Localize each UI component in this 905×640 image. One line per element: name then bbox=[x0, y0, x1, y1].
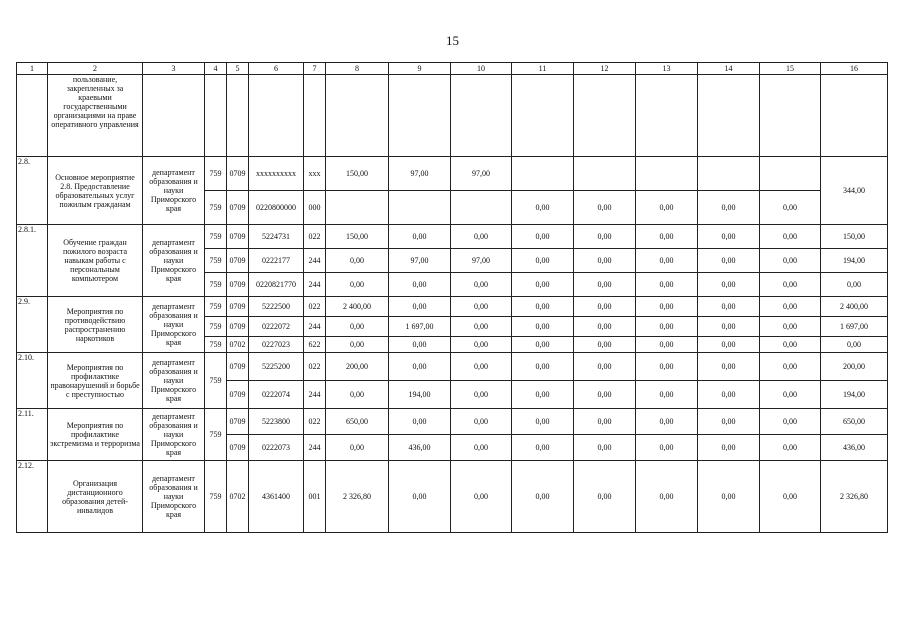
responsible-org: департамент образования и науки Приморского края bbox=[143, 409, 205, 461]
table-row: 759 0702 0227023 622 0,00 0,00 0,00 0,00 0,00 0,00 0,00 0,00 0,00 bbox=[17, 337, 888, 353]
table-row bbox=[17, 75, 888, 157]
column-header: 1 bbox=[17, 63, 48, 75]
header-row bbox=[17, 63, 888, 75]
column-header: 13 bbox=[636, 63, 698, 75]
column-header: 10 bbox=[451, 63, 512, 75]
column-header: 5 bbox=[227, 63, 249, 75]
item-number: 2.10. bbox=[17, 353, 48, 409]
table-row: 759 0709 0220800000 000 0,00 0,00 0,00 0,00 0,00 bbox=[17, 191, 888, 225]
table-row: 759 0709 0222177 244 0,00 97,00 97,00 0,00 0,00 0,00 0,00 0,00 194,00 bbox=[17, 249, 888, 273]
item-name: Обучение граждан пожилого возраста навыкам работы с персональным компьютером bbox=[48, 225, 143, 297]
item-name: Мероприятия по противодействию распространению наркотиков bbox=[48, 297, 143, 353]
item-name: Основное мероприятие 2.8. Предоставление образовательных услуг пожилым гражданам bbox=[48, 157, 143, 225]
table-row: 2.9. Мероприятия по противодействию распространению наркотиков департамент образования и науки Приморского края 759 0709 5222500 022 2 400,00 0,00 0,00 0,00 0,00 0,00 0,00 0,00 2 400,00 bbox=[17, 297, 888, 317]
item-name: Мероприятия по профилактике экстремизма и терроризма bbox=[48, 409, 143, 461]
table-row: 2.8. Основное мероприятие 2.8. Предоставление образовательных услуг пожилым гражданам департамент образования и науки Приморского края 759 0709 xxxxxxxxxx xxx 150,00 97,00 97,00 344,00 bbox=[17, 157, 888, 191]
column-header: 3 bbox=[143, 63, 205, 75]
table-row: 2.12. Организация дистанционного образования детей-инвалидов департамент образования и науки Приморского края 759 0702 4361400 001 2 326,80 0,00 0,00 0,00 0,00 0,00 0,00 0,00 2 326,80 bbox=[17, 461, 888, 533]
column-header: 15 bbox=[760, 63, 821, 75]
responsible-org: департамент образования и науки Приморского края bbox=[143, 461, 205, 533]
table-row: 0709 0222074 244 0,00 194,00 0,00 0,00 0,00 0,00 0,00 0,00 194,00 bbox=[17, 381, 888, 409]
column-header: 16 bbox=[821, 63, 888, 75]
item-name: пользование, закрепленных за краевыми государственными организациями на праве оперативного управления bbox=[48, 75, 143, 157]
column-header: 2 bbox=[48, 63, 143, 75]
column-header: 9 bbox=[389, 63, 451, 75]
table-row: 0709 0222073 244 0,00 436,00 0,00 0,00 0,00 0,00 0,00 0,00 436,00 bbox=[17, 435, 888, 461]
responsible-org: департамент образования и науки Приморского края bbox=[143, 157, 205, 225]
item-name: Организация дистанционного образования детей-инвалидов bbox=[48, 461, 143, 533]
budget-table bbox=[16, 62, 888, 533]
column-header: 12 bbox=[574, 63, 636, 75]
item-number: 2.8. bbox=[17, 157, 48, 225]
column-header: 8 bbox=[326, 63, 389, 75]
table-row: 759 0709 0220821770 244 0,00 0,00 0,00 0,00 0,00 0,00 0,00 0,00 0,00 bbox=[17, 273, 888, 297]
page-number: 15 bbox=[446, 33, 459, 48]
responsible-org: департамент образования и науки Приморского края bbox=[143, 297, 205, 353]
column-header: 14 bbox=[698, 63, 760, 75]
table-row: 759 0709 0222072 244 0,00 1 697,00 0,00 0,00 0,00 0,00 0,00 0,00 1 697,00 bbox=[17, 317, 888, 337]
column-header: 6 bbox=[249, 63, 304, 75]
responsible-org: департамент образования и науки Приморского края bbox=[143, 225, 205, 297]
total-amount: 344,00 bbox=[821, 157, 888, 225]
column-header: 4 bbox=[205, 63, 227, 75]
item-number: 2.9. bbox=[17, 297, 48, 353]
item-number: 2.12. bbox=[17, 461, 48, 533]
column-header: 7 bbox=[304, 63, 326, 75]
table-row: 2.10. Мероприятия по профилактике правонарушений и борьбе с преступностью департамент образования и науки Приморского края 759 0709 5225200 022 200,00 0,00 0,00 0,00 0,00 0,00 0,00 0,00 200,00 bbox=[17, 353, 888, 381]
column-header: 11 bbox=[512, 63, 574, 75]
table-row: 2.8.1. Обучение граждан пожилого возраста навыкам работы с персональным компьютером департамент образования и науки Приморского края 759 0709 5224731 022 150,00 0,00 0,00 0,00 0,00 0,00 0,00 0,00 150,00 bbox=[17, 225, 888, 249]
item-number: 2.8.1. bbox=[17, 225, 48, 297]
table-row: 2.11. Мероприятия по профилактике экстремизма и терроризма департамент образования и науки Приморского края 759 0709 5223800 022 650,00 0,00 0,00 0,00 0,00 0,00 0,00 0,00 650,00 bbox=[17, 409, 888, 435]
item-number: 2.11. bbox=[17, 409, 48, 461]
responsible-org: департамент образования и науки Приморского края bbox=[143, 353, 205, 409]
item-name: Мероприятия по профилактике правонарушений и борьбе с преступностью bbox=[48, 353, 143, 409]
